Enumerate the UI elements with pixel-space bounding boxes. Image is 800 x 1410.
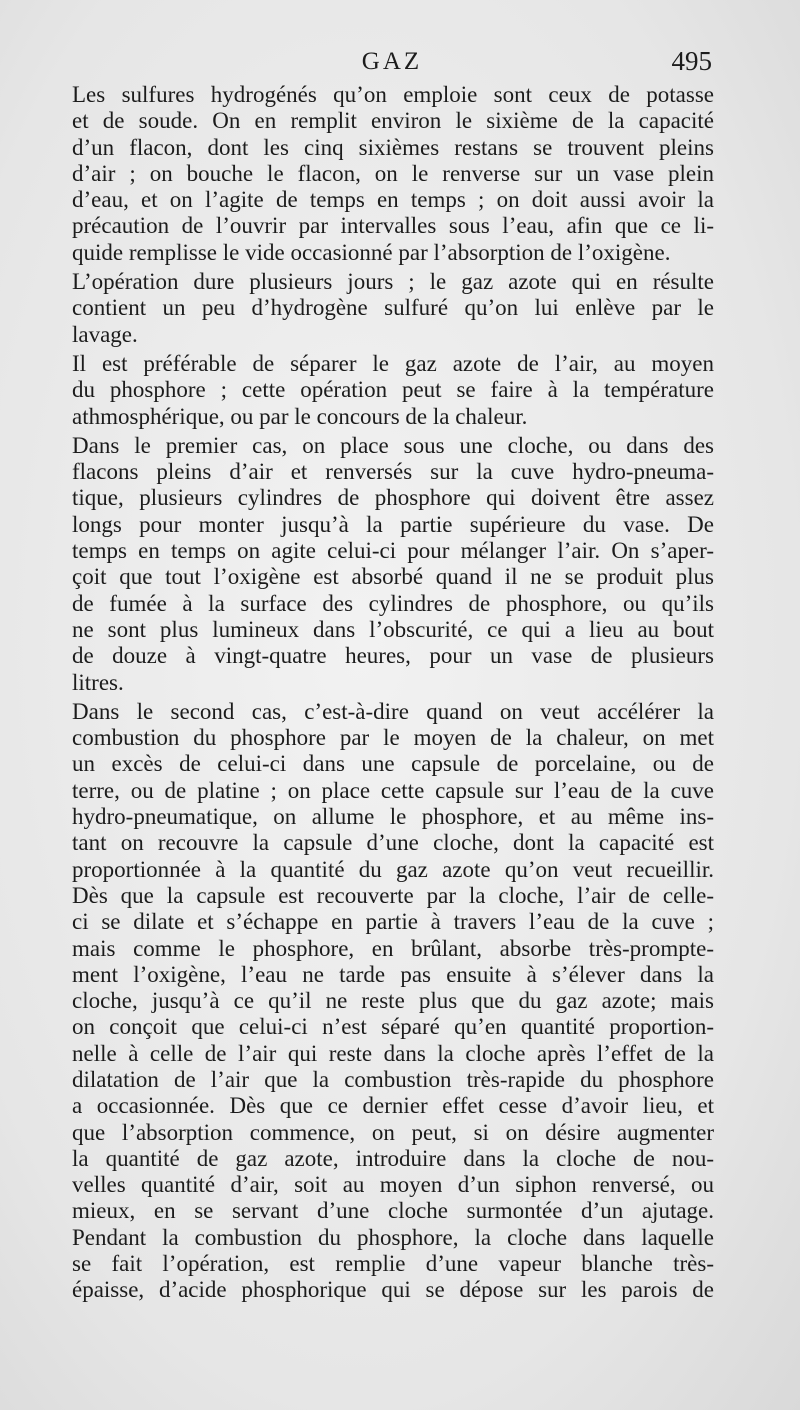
text-line: proportionnée à la quantité du gaz azote qu’on veut recueillir.: [72, 856, 714, 882]
paragraph: [72, 82, 714, 266]
text-line: et de soude. On en remplit environ le sixième de la capacité: [72, 108, 714, 134]
text-line: un excès de celui-ci dans une capsule de porcelaine, ou de: [72, 751, 714, 777]
page-header: [72, 44, 712, 78]
text-line: flacons pleins d’air et renversés sur la cuve hydro-pneuma-: [72, 459, 714, 485]
paragraph: [72, 351, 714, 430]
text-line: précaution de l’ouvrir par intervalles sous l’eau, afin que ce li-: [72, 213, 714, 239]
text-line: du phosphore ; cette opération peut se faire à la température: [72, 377, 714, 403]
text-line: épaisse, d’acide phosphorique qui se dépose sur les parois de: [72, 1277, 714, 1303]
text-line: d’un flacon, dont les cinq sixièmes restans se trouvent pleins: [72, 134, 714, 160]
text-line: de douze à vingt-quatre heures, pour un vase de plusieurs: [72, 643, 714, 669]
text-line: on conçoit que celui-ci n’est séparé qu’en quantité proportion-: [72, 1014, 714, 1040]
text-line: çoit que tout l’oxigène est absorbé quand il ne se produit plus: [72, 564, 714, 590]
text-line: contient un peu d’hydrogène sulfuré qu’on lui enlève par le: [72, 295, 714, 321]
text-line: Dans le premier cas, on place sous une cloche, ou dans des: [72, 432, 714, 458]
text-line: Les sulfures hydrogénés qu’on emploie sont ceux de potasse: [72, 82, 714, 107]
paragraph: [72, 269, 714, 348]
text-line: lavage.: [72, 321, 138, 347]
text-line: d’air ; on bouche le flacon, on le renverse sur un vase plein: [72, 160, 714, 186]
text-line: terre, ou de platine ; on place cette capsule sur l’eau de la cuve: [72, 777, 714, 803]
text-line: cloche, jusqu’à ce qu’il ne reste plus que du gaz azote; mais: [72, 988, 714, 1014]
text-line: L’opération dure plusieurs jours ; le gaz azote qui en résulte: [72, 269, 714, 295]
text-line: hydro-pneumatique, on allume le phosphore, et au même ins-: [72, 804, 714, 830]
text-line: litres.: [72, 669, 124, 695]
paragraph: [72, 433, 714, 696]
text-line: tique, plusieurs cylindres de phosphore qui doivent être assez: [72, 485, 714, 511]
text-line: ment l’oxigène, l’eau ne tarde pas ensuite à s’élever dans la: [72, 961, 714, 987]
text-line: longs pour monter jusqu’à la partie supérieure du vase. De: [72, 511, 714, 537]
text-line: temps en temps on agite celui-ci pour mélanger l’air. On s’aper-: [72, 538, 714, 564]
text-line: tant on recouvre la capsule d’une cloche, dont la capacité est: [72, 830, 714, 856]
page-number: 495: [671, 46, 712, 76]
text-line: a occasionnée. Dès que ce dernier effet cesse d’avoir lieu, et: [72, 1093, 714, 1119]
text-line: Dès que la capsule est recouverte par la cloche, l’air de celle-: [72, 882, 714, 908]
text-line: la quantité de gaz azote, introduire dans la cloche de nou-: [72, 1145, 714, 1171]
text-line: ne sont plus lumineux dans l’obscurité, ce qui a lieu au bout: [72, 616, 714, 642]
text-line: ci se dilate et s’échappe en partie à travers l’eau de la cuve ;: [72, 909, 714, 935]
text-line: que l’absorption commence, on peut, si on désire augmenter: [72, 1119, 714, 1145]
text-line: athmosphérique, ou par le concours de la chaleur.: [72, 403, 528, 429]
paragraph: [72, 699, 714, 1304]
text-line: de fumée à la surface des cylindres de phosphore, ou qu’ils: [72, 590, 714, 616]
text-line: se fait l’opération, est remplie d’une vapeur blanche très-: [72, 1251, 714, 1277]
text-line: mieux, en se servant d’une cloche surmontée d’un ajutage.: [72, 1198, 714, 1224]
text-line: Dans le second cas, c’est-à-dire quand on veut accélérer la: [72, 698, 714, 724]
text-line: dilatation de l’air que la combustion très-rapide du phosphore: [72, 1066, 714, 1092]
text-line: quide remplisse le vide occasionné par l’absorption de l’oxigène.: [72, 239, 671, 265]
text-line: combustion du phosphore par le moyen de la chaleur, on met: [72, 725, 714, 751]
body-text: [72, 82, 714, 1307]
text-line: Pendant la combustion du phosphore, la cloche dans laquelle: [72, 1224, 714, 1250]
text-line: nelle à celle de l’air qui reste dans la cloche après l’effet de la: [72, 1040, 714, 1066]
running-title: GAZ: [361, 48, 423, 75]
text-line: velles quantité d’air, soit au moyen d’un siphon renversé, ou: [72, 1172, 714, 1198]
text-line: Il est préférable de séparer le gaz azote de l’air, au moyen: [72, 350, 714, 376]
text-line: d’eau, et on l’agite de temps en temps ; on doit aussi avoir la: [72, 187, 714, 213]
text-line: mais comme le phosphore, en brûlant, absorbe très-promptе-: [72, 935, 714, 961]
